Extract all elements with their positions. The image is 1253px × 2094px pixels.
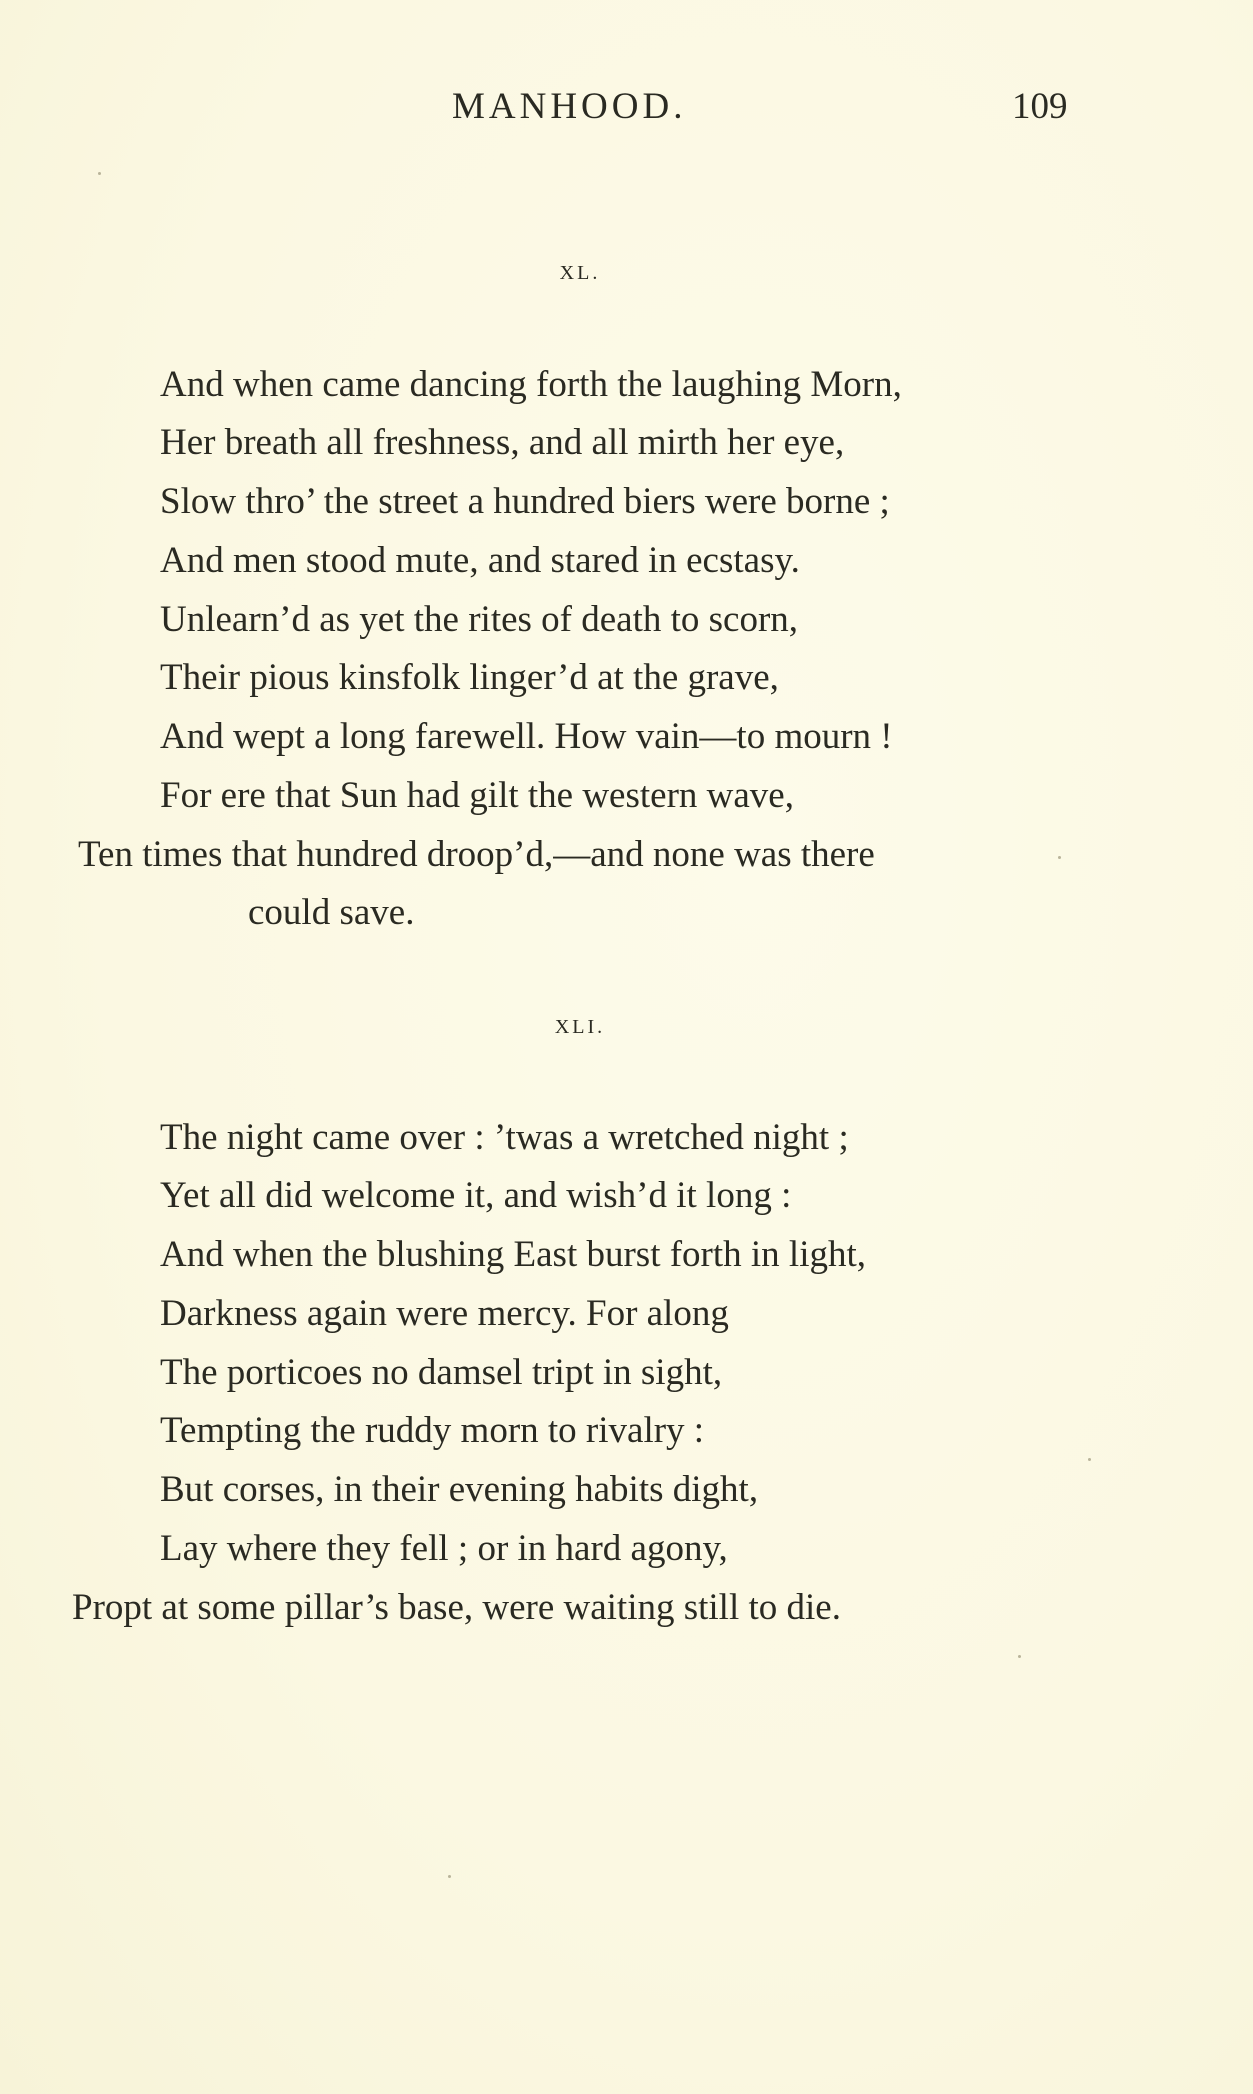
paper-speck (1018, 1655, 1021, 1658)
verse-line-continuation: could save. (248, 892, 415, 933)
verse-line: And when came dancing forth the laughing Morn, (160, 364, 902, 405)
verse-line: The porticoes no damsel tript in sight, (160, 1352, 723, 1393)
verse-line: And men stood mute, and stared in ecstasy. (160, 540, 800, 581)
verse-line: The night came over : ’twas a wretched night ; (160, 1117, 849, 1158)
verse-line: And when the blushing East burst forth in light, (160, 1234, 867, 1275)
running-head (0, 82, 1253, 132)
paper-speck (1058, 856, 1061, 859)
verse-line: Lay where they fell ; or in hard agony, (160, 1528, 728, 1569)
verse-line: Tempting the ruddy morn to rivalry : (160, 1410, 705, 1451)
page-number: 109 (1012, 86, 1068, 127)
paper-speck (1088, 1458, 1091, 1461)
verse-line: Her breath all freshness, and all mirth her eye, (160, 422, 845, 463)
paper-speck (448, 1875, 451, 1878)
running-title: MANHOOD. (452, 86, 687, 127)
verse-line: Darkness again were mercy. For along (160, 1293, 729, 1334)
verse-line: And wept a long farewell. How vain—to mourn ! (160, 716, 893, 757)
verse-line: Unlearn’d as yet the rites of death to scorn, (160, 599, 799, 640)
verse-line: Slow thro’ the street a hundred biers were borne ; (160, 481, 890, 522)
verse-line: Their pious kinsfolk linger’d at the grave, (160, 657, 779, 698)
verse-line: But corses, in their evening habits dight, (160, 1469, 759, 1510)
stanza-number-xli: XLI. (554, 1016, 606, 1038)
verse-line: Propt at some pillar’s base, were waiting still to die. (72, 1587, 841, 1628)
verse-line: Ten times that hundred droop’d,—and none was there (78, 834, 875, 875)
verse-line: For ere that Sun had gilt the western wave, (160, 775, 794, 816)
verse-line: Yet all did welcome it, and wish’d it long : (160, 1175, 792, 1216)
paper-speck (98, 172, 101, 175)
stanza-number-xl: XL. (559, 262, 601, 284)
